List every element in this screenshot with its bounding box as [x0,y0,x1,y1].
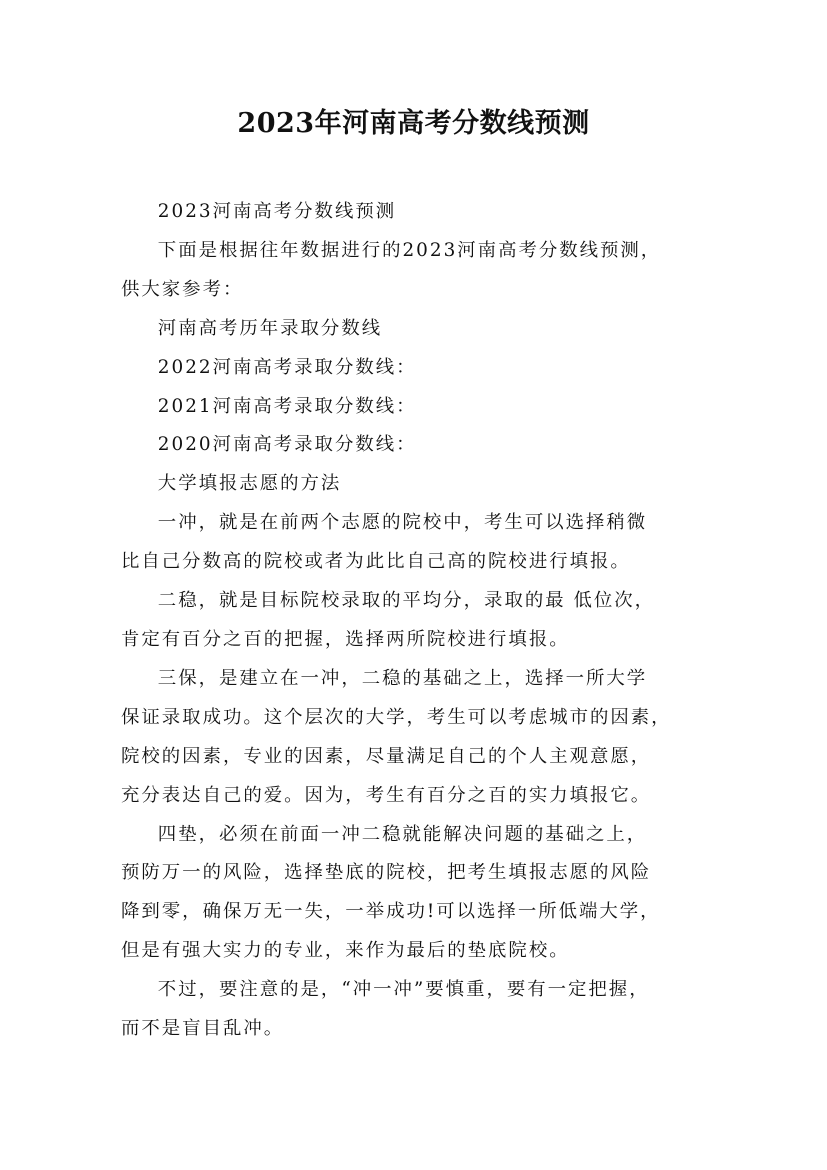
text-line: 一冲，就是在前两个志愿的院校中，考生可以选择稍微 [157,512,648,534]
paragraph [121,816,721,972]
text-line: 2020河南高考录取分数线： [157,434,417,456]
text-line: 不过，要注意的是，“冲一冲”要慎重，要有一定把握， [157,979,650,1001]
text-line: 但是有强大实力的专业，来作为最后的垫底院校。 [121,940,570,962]
paragraph [121,349,721,388]
text-line: 2022河南高考录取分数线： [157,356,417,378]
paragraph [121,193,721,232]
paragraph [121,388,721,427]
text-line: 预防万一的风险，选择垫底的院校，把考生填报志愿的风险 [121,862,652,884]
text-line: 肯定有百分之百的把握，选择两所院校进行填报。 [121,628,570,650]
paragraph [121,426,721,465]
paragraph [121,582,721,660]
paragraph [121,232,721,310]
text-line: 保证录取成功。这个层次的大学，考生可以考虑城市的因素， [121,706,672,728]
text-line: 四垫，必须在前面一冲二稳就能解决问题的基础之上， [157,823,648,845]
paragraph [121,465,721,504]
text-line: 2023河南高考分数线预测 [157,201,397,222]
paragraph [121,660,721,816]
text-line: 充分表达自己的爱。因为，考生有百分之百的实力填报它。 [121,784,652,806]
text-line: 二稳，就是目标院校录取的平均分，录取的最 低位次， [157,590,656,612]
text-line: 降到零，确保万无一失，一举成功!可以选择一所低端大学， [121,901,661,923]
text-line: 比自己分数高的院校或者为此比自己高的院校进行填报。 [121,551,631,573]
text-line: 2021河南高考录取分数线： [157,395,417,417]
paragraph [121,310,721,349]
document-title: 2023年河南高考分数线预测 [237,108,590,139]
text-line: 而不是盲目乱冲。 [121,1018,285,1040]
paragraph [121,504,721,582]
text-line: 大学填报志愿的方法 [157,473,342,495]
document-body [121,193,721,1049]
paragraph [121,971,721,1049]
text-line: 供大家参考： [121,278,244,300]
text-line: 下面是根据往年数据进行的2023河南高考分数线预测， [157,239,662,261]
text-line: 院校的因素，专业的因素，尽量满足自己的个人主观意愿， [121,745,652,767]
text-line: 三保，是建立在一冲，二稳的基础之上，选择一所大学 [157,667,648,689]
text-line: 河南高考历年录取分数线 [157,317,383,339]
